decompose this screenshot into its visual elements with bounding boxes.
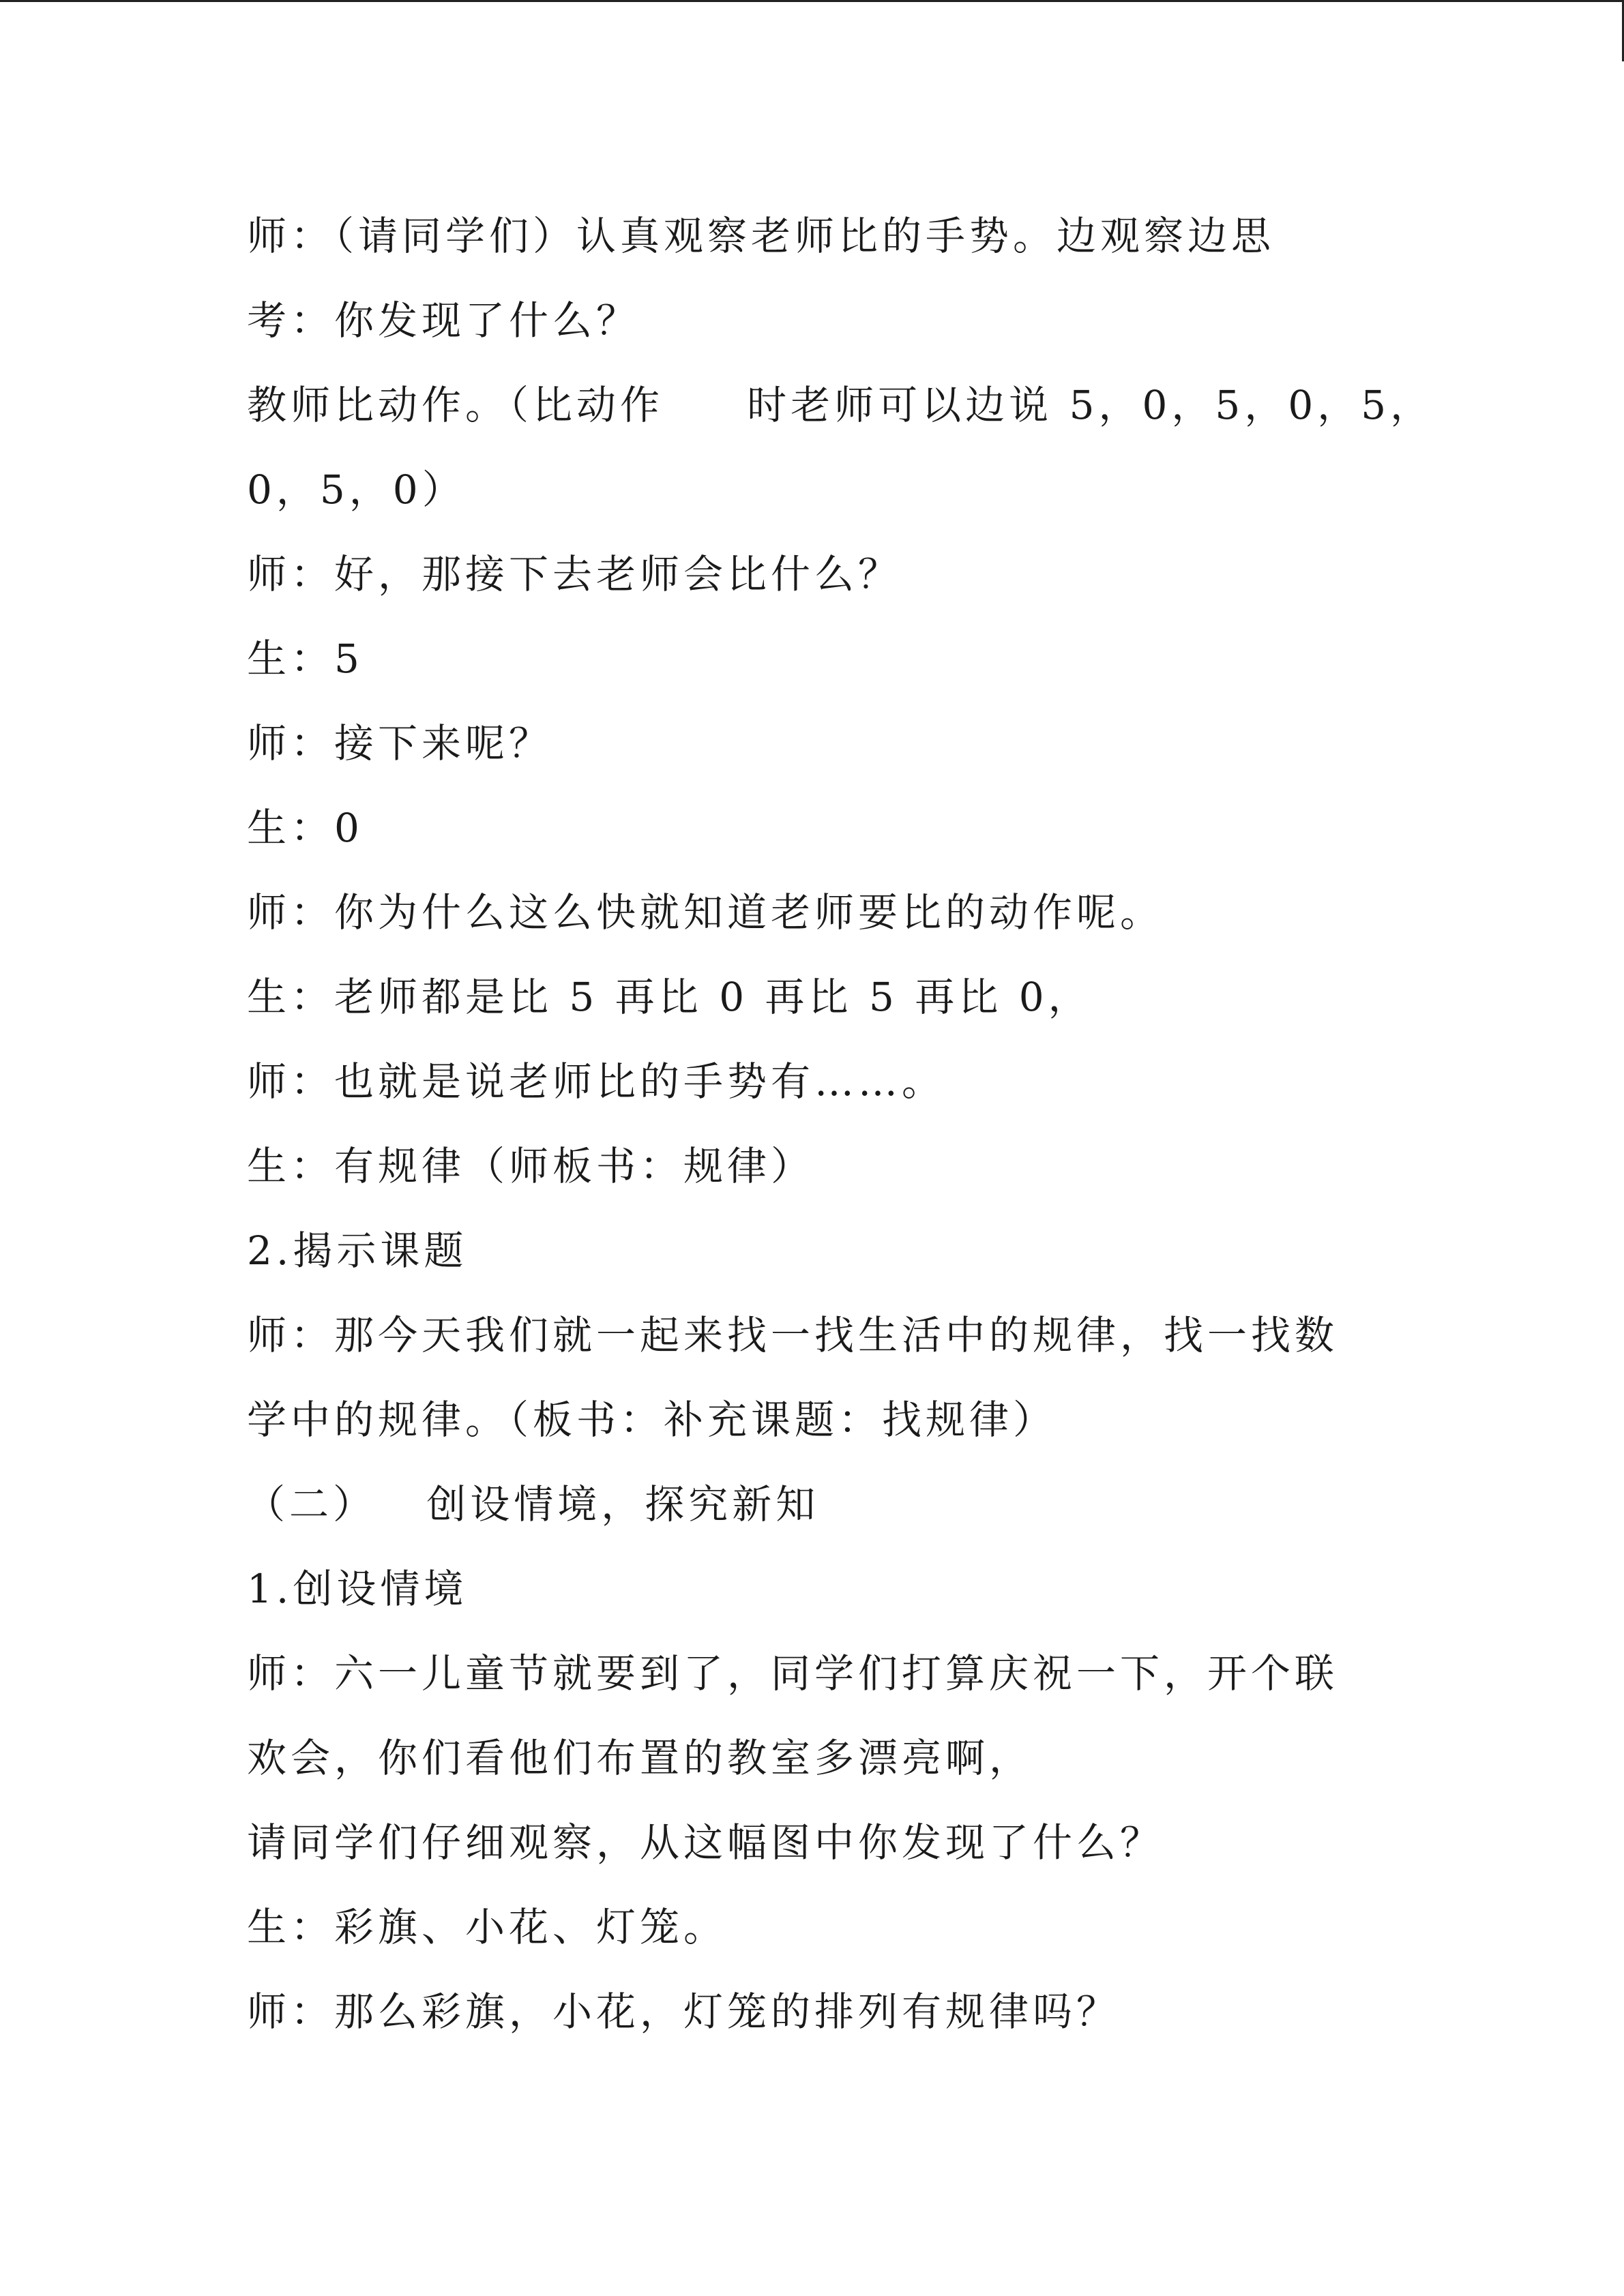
- document-body: [246, 194, 1434, 2054]
- text-line-3: 教师比动作。（比动作 时老师可以边说 5，0，5，0，5，: [247, 382, 1434, 428]
- text-line-18: 师：六一儿童节就要到了，同学们打算庆祝一下，开个联: [247, 1650, 1339, 1697]
- text-line-22: 师：那么彩旗，小花，灯笼的排列有规律吗？: [247, 1988, 1121, 2035]
- text-line-2: 考：你发现了什么？: [247, 297, 640, 344]
- section-heading-reveal-topic: 2.揭示课题: [247, 1227, 468, 1274]
- text-line-6: 生：5: [247, 636, 364, 682]
- text-line-14: 师：那今天我们就一起来找一找生活中的规律，找一找数: [247, 1312, 1339, 1358]
- text-line-20: 请同学们仔细观察，从这幅图中你发现了什么？: [247, 1819, 1164, 1866]
- section-heading-part-two: （二） 创设情境，探究新知: [246, 1481, 820, 1527]
- text-line-21: 生：彩旗、小花、灯笼。: [247, 1904, 728, 1950]
- text-line-12: 生：有规律（师板书：规律）: [247, 1143, 815, 1189]
- text-line-4: 0，5，0）: [247, 466, 466, 513]
- text-line-7: 师：接下来呢？: [247, 720, 553, 766]
- text-line-8: 生：0: [247, 805, 364, 851]
- page-top-border: [0, 0, 1624, 2]
- section-heading-create-scenario: 1.创设情境: [247, 1566, 468, 1612]
- text-line-11: 师：也就是说老师比的手势有……。: [247, 1058, 946, 1105]
- text-line-19: 欢会，你们看他们布置的教室多漂亮啊，: [247, 1735, 1033, 1781]
- text-line-1: 师：（请同学们）认真观察老师比的手势。边观察边思: [247, 213, 1275, 259]
- text-line-15: 学中的规律。（板书：补充课题：找规律）: [247, 1397, 1057, 1443]
- text-line-10: 生：老师都是比 5 再比 0 再比 5 再比 0，: [247, 974, 1092, 1020]
- text-line-5: 师：好，那接下去老师会比什么？: [247, 551, 902, 597]
- text-line-9: 师：你为什么这么快就知道老师要比的动作呢。: [247, 889, 1164, 936]
